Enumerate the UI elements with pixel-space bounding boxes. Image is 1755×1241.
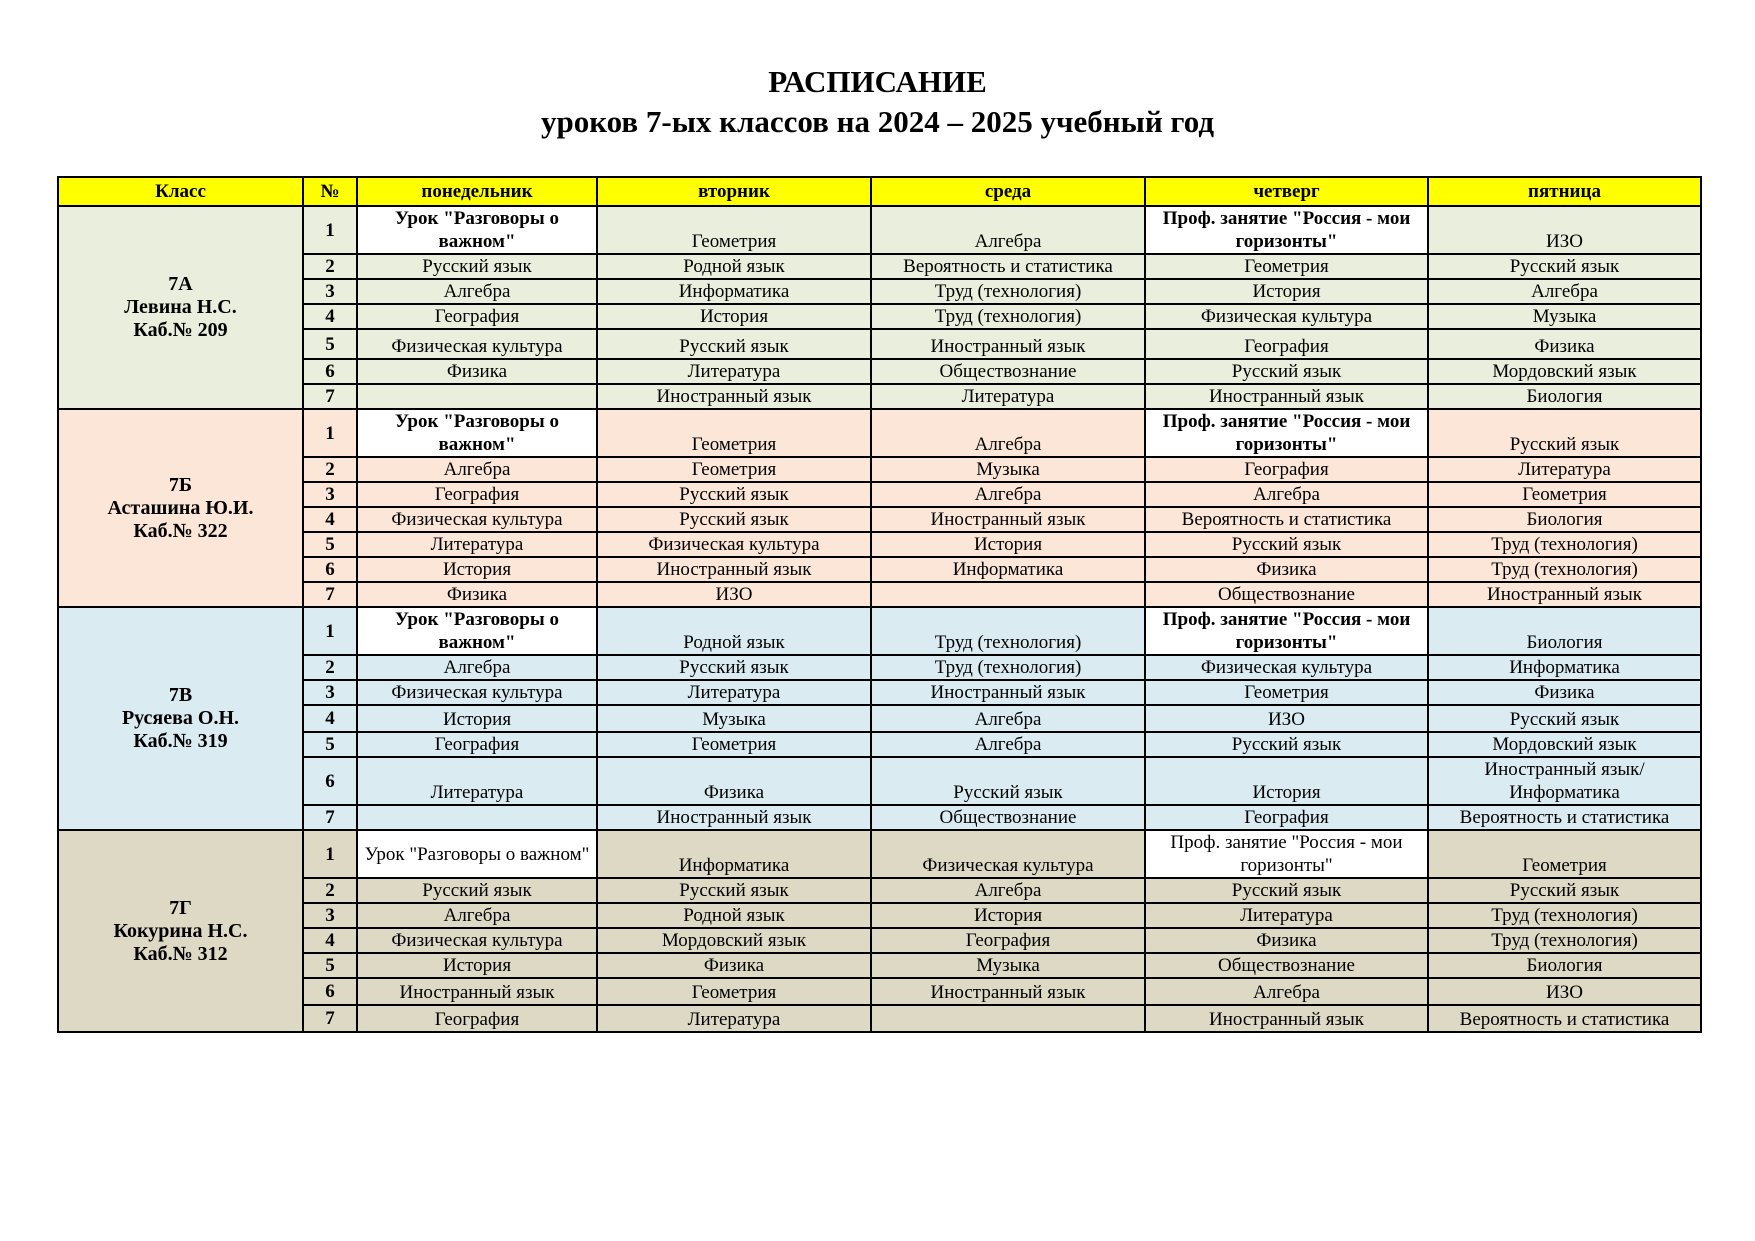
lesson-number: 6 [303, 557, 357, 582]
table-row [58, 457, 1701, 482]
lesson-cell: Алгебра [871, 409, 1145, 457]
header-friday: пятница [1428, 177, 1701, 206]
lesson-number: 7 [303, 805, 357, 830]
lesson-cell: Вероятность и статистика [1145, 507, 1428, 532]
lesson-cell: Алгебра [1145, 978, 1428, 1005]
document-title [0, 62, 1755, 142]
lesson-cell: Проф. занятие "Россия - мои горизонты" [1145, 409, 1428, 457]
lesson-cell: Литература [1428, 457, 1701, 482]
header-thursday: четверг [1145, 177, 1428, 206]
lesson-cell: Иностранный язык [871, 680, 1145, 705]
lesson-cell: Проф. занятие "Россия - мои горизонты" [1145, 607, 1428, 655]
lesson-cell: Геометрия [1428, 482, 1701, 507]
lesson-cell: Физика [597, 953, 871, 978]
lesson-cell: Биология [1428, 507, 1701, 532]
class-teacher: Русяева О.Н. [121, 707, 240, 729]
lesson-cell: Труд (технология) [871, 607, 1145, 655]
class-room: Каб.№ 209 [133, 319, 228, 341]
lesson-cell: Русский язык [597, 482, 871, 507]
lesson-cell: Иностранный язык [871, 978, 1145, 1005]
lesson-cell: Геометрия [1145, 680, 1428, 705]
header-row [58, 177, 1701, 206]
lesson-cell: Музыка [871, 457, 1145, 482]
lesson-cell: Алгебра [871, 206, 1145, 254]
table-row [58, 953, 1701, 978]
lesson-cell: Русский язык [357, 878, 597, 903]
lesson-number: 7 [303, 1005, 357, 1032]
lesson-cell: Алгебра [357, 655, 597, 680]
class-teacher: Асташина Ю.И. [107, 496, 254, 519]
lesson-cell [357, 384, 597, 409]
lesson-cell: География [1145, 457, 1428, 482]
class-cell [58, 206, 303, 409]
lesson-cell: Иностранный язык [357, 978, 597, 1005]
lesson-cell: Обществознание [1145, 953, 1428, 978]
schedule-table [57, 176, 1702, 1033]
lesson-number: 4 [303, 304, 357, 329]
lesson-cell: Обществознание [871, 805, 1145, 830]
table-row [58, 978, 1701, 1005]
lesson-cell: Русский язык [1428, 409, 1701, 457]
lesson-cell: История [871, 903, 1145, 928]
lesson-cell: Алгебра [1145, 482, 1428, 507]
lesson-cell: Литература [1145, 903, 1428, 928]
lesson-number: 4 [303, 507, 357, 532]
lesson-cell: Биология [1428, 384, 1701, 409]
lesson-number: 6 [303, 757, 357, 805]
lesson-number: 2 [303, 878, 357, 903]
lesson-cell: Физическая культура [1145, 304, 1428, 329]
lesson-cell: Информатика [871, 557, 1145, 582]
lesson-cell: Вероятность и статистика [1428, 1005, 1701, 1032]
lesson-cell: Алгебра [871, 878, 1145, 903]
lesson-cell [871, 582, 1145, 607]
lesson-cell [357, 805, 597, 830]
table-row [58, 680, 1701, 705]
lesson-cell: Иностранный язык [597, 805, 871, 830]
lesson-number: 2 [303, 254, 357, 279]
lesson-cell: Литература [597, 359, 871, 384]
table-row [58, 254, 1701, 279]
lesson-cell: Информатика [597, 830, 871, 878]
lesson-cell: Родной язык [597, 254, 871, 279]
lesson-cell: Иностранный язык [597, 384, 871, 409]
table-row [58, 655, 1701, 680]
lesson-cell: История [357, 705, 597, 732]
lesson-cell: Труд (технология) [871, 655, 1145, 680]
table-row [58, 329, 1701, 359]
lesson-cell: Биология [1428, 607, 1701, 655]
lesson-cell: Русский язык [597, 507, 871, 532]
lesson-cell: Алгебра [871, 705, 1145, 732]
lesson-cell: Литература [357, 757, 597, 805]
lesson-cell [871, 1005, 1145, 1032]
table-row [58, 409, 1701, 457]
lesson-cell: Алгебра [871, 732, 1145, 757]
class-cell [58, 409, 303, 607]
header-class: Класс [58, 177, 303, 206]
lesson-cell: Урок "Разговоры о важном" [357, 206, 597, 254]
lesson-cell: Труд (технология) [1428, 532, 1701, 557]
table-row [58, 279, 1701, 304]
lesson-cell: Иностранный язык [1145, 384, 1428, 409]
table-row [58, 359, 1701, 384]
lesson-cell: ИЗО [1145, 705, 1428, 732]
table-row [58, 878, 1701, 903]
lesson-cell: Русский язык [1428, 705, 1701, 732]
lesson-cell: Музыка [597, 705, 871, 732]
lesson-cell: Физическая культура [871, 830, 1145, 878]
lesson-cell: Русский язык [1428, 254, 1701, 279]
lesson-cell: Иностранный язык/ Информатика [1428, 757, 1701, 805]
class-room: Каб.№ 322 [133, 519, 228, 542]
lesson-number: 1 [303, 409, 357, 457]
lesson-cell: История [357, 557, 597, 582]
lesson-number: 1 [303, 607, 357, 655]
table-row [58, 903, 1701, 928]
lesson-cell: Геометрия [597, 978, 871, 1005]
table-row [58, 582, 1701, 607]
lesson-cell: ИЗО [1428, 978, 1701, 1005]
lesson-cell: Геометрия [597, 409, 871, 457]
lesson-cell: Обществознание [871, 359, 1145, 384]
lesson-cell: Русский язык [1145, 532, 1428, 557]
lesson-cell: Физическая культура [597, 532, 871, 557]
lesson-number: 5 [303, 732, 357, 757]
lesson-cell: Физическая культура [357, 507, 597, 532]
table-row [58, 830, 1701, 878]
lesson-cell: Физика [1145, 928, 1428, 953]
table-row [58, 928, 1701, 953]
lesson-cell: Физика [1428, 329, 1701, 359]
lesson-cell: ИЗО [597, 582, 871, 607]
lesson-cell: Физика [357, 359, 597, 384]
lesson-cell: Алгебра [357, 903, 597, 928]
lesson-cell: Вероятность и статистика [1428, 805, 1701, 830]
lesson-number: 4 [303, 705, 357, 732]
class-cell [58, 830, 303, 1032]
lesson-cell: Русский язык [597, 655, 871, 680]
class-room: Каб.№ 319 [133, 730, 228, 752]
lesson-cell: Русский язык [357, 254, 597, 279]
lesson-cell: История [1145, 757, 1428, 805]
lesson-cell: Проф. занятие "Россия - мои горизонты" [1145, 206, 1428, 254]
lesson-cell: Проф. занятие "Россия - мои горизонты" [1145, 830, 1428, 878]
lesson-cell: Труд (технология) [871, 304, 1145, 329]
lesson-cell: География [871, 928, 1145, 953]
lesson-number: 6 [303, 359, 357, 384]
lesson-cell: Геометрия [1145, 254, 1428, 279]
table-row [58, 757, 1701, 805]
lesson-cell: Русский язык [597, 878, 871, 903]
lesson-cell: Физическая культура [357, 680, 597, 705]
header-tuesday: вторник [597, 177, 871, 206]
lesson-cell: Музыка [871, 953, 1145, 978]
lesson-cell: Иностранный язык [871, 329, 1145, 359]
lesson-number: 5 [303, 953, 357, 978]
lesson-cell: Алгебра [357, 279, 597, 304]
table-row [58, 705, 1701, 732]
lesson-cell: Мордовский язык [1428, 732, 1701, 757]
table-row [58, 304, 1701, 329]
lesson-cell: Физика [357, 582, 597, 607]
header-monday: понедельник [357, 177, 597, 206]
lesson-cell: Урок "Разговоры о важном" [357, 607, 597, 655]
lesson-number: 4 [303, 928, 357, 953]
lesson-cell: Биология [1428, 953, 1701, 978]
lesson-cell: Урок "Разговоры о важном" [357, 830, 597, 878]
lesson-cell: География [357, 304, 597, 329]
table-row [58, 482, 1701, 507]
table-row [58, 206, 1701, 254]
lesson-number: 5 [303, 532, 357, 557]
lesson-cell: Геометрия [1428, 830, 1701, 878]
title-line-1: РАСПИСАНИЕ [768, 64, 987, 99]
lesson-cell: Физика [597, 757, 871, 805]
lesson-number: 7 [303, 384, 357, 409]
table-row [58, 732, 1701, 757]
lesson-cell: Литература [597, 680, 871, 705]
lesson-cell: Вероятность и статистика [871, 254, 1145, 279]
lesson-cell: Русский язык [1145, 359, 1428, 384]
lesson-cell: Геометрия [597, 457, 871, 482]
lesson-cell: История [1145, 279, 1428, 304]
lesson-number: 3 [303, 482, 357, 507]
class-name: 7Б [168, 473, 193, 496]
lesson-cell: География [1145, 329, 1428, 359]
class-room: Каб.№ 312 [133, 942, 228, 965]
table-row [58, 805, 1701, 830]
lesson-cell: Геометрия [597, 732, 871, 757]
lesson-cell: Геометрия [597, 206, 871, 254]
lesson-cell: Музыка [1428, 304, 1701, 329]
lesson-cell: Обществознание [1145, 582, 1428, 607]
lesson-cell: Мордовский язык [597, 928, 871, 953]
lesson-number: 3 [303, 279, 357, 304]
class-cell [58, 607, 303, 830]
lesson-cell: География [357, 732, 597, 757]
class-teacher: Кокурина Н.С. [113, 919, 248, 942]
table-row [58, 1005, 1701, 1032]
lesson-cell: Иностранный язык [597, 557, 871, 582]
lesson-cell: Труд (технология) [1428, 557, 1701, 582]
class-name: 7В [168, 684, 193, 706]
lesson-cell: Иностранный язык [1428, 582, 1701, 607]
lesson-cell: Алгебра [871, 482, 1145, 507]
lesson-number: 3 [303, 903, 357, 928]
lesson-cell: Физическая культура [357, 329, 597, 359]
lesson-cell: Информатика [597, 279, 871, 304]
header-wednesday: среда [871, 177, 1145, 206]
table-row [58, 384, 1701, 409]
lesson-number: 1 [303, 206, 357, 254]
lesson-cell: История [871, 532, 1145, 557]
header-number: № [303, 177, 357, 206]
lesson-number: 6 [303, 978, 357, 1005]
lesson-cell: География [1145, 805, 1428, 830]
lesson-cell: Литература [597, 1005, 871, 1032]
lesson-cell: Труд (технология) [1428, 928, 1701, 953]
lesson-cell: Труд (технология) [1428, 903, 1701, 928]
lesson-cell: Труд (технология) [871, 279, 1145, 304]
lesson-cell: Физическая культура [1145, 655, 1428, 680]
table-row [58, 557, 1701, 582]
lesson-number: 7 [303, 582, 357, 607]
lesson-number: 3 [303, 680, 357, 705]
lesson-cell: Литература [871, 384, 1145, 409]
lesson-cell: Физика [1428, 680, 1701, 705]
table-row [58, 532, 1701, 557]
lesson-cell: История [597, 304, 871, 329]
lesson-cell: Иностранный язык [871, 507, 1145, 532]
lesson-number: 5 [303, 329, 357, 359]
lesson-cell: Алгебра [1428, 279, 1701, 304]
lesson-cell: Физическая культура [357, 928, 597, 953]
lesson-number: 2 [303, 457, 357, 482]
lesson-cell: Русский язык [871, 757, 1145, 805]
lesson-cell: Русский язык [1145, 732, 1428, 757]
table-row [58, 507, 1701, 532]
lesson-cell: Урок "Разговоры о важном" [357, 409, 597, 457]
lesson-number: 2 [303, 655, 357, 680]
lesson-cell: Иностранный язык [1145, 1005, 1428, 1032]
lesson-cell: Родной язык [597, 607, 871, 655]
lesson-cell: География [357, 482, 597, 507]
lesson-cell: Информатика [1428, 655, 1701, 680]
lesson-cell: Литература [357, 532, 597, 557]
title-line-2: уроков 7-ых классов на 2024 – 2025 учебный год [540, 104, 1215, 139]
table-row [58, 607, 1701, 655]
lesson-number: 1 [303, 830, 357, 878]
lesson-cell: Физика [1145, 557, 1428, 582]
class-teacher: Левина Н.С. [124, 296, 237, 318]
lesson-cell: История [357, 953, 597, 978]
lesson-cell: Алгебра [357, 457, 597, 482]
lesson-cell: Мордовский язык [1428, 359, 1701, 384]
lesson-cell: Русский язык [1145, 878, 1428, 903]
class-name: 7А [168, 273, 193, 295]
lesson-cell: География [357, 1005, 597, 1032]
lesson-cell: Родной язык [597, 903, 871, 928]
lesson-cell: Русский язык [597, 329, 871, 359]
class-name: 7Г [169, 896, 192, 919]
lesson-cell: ИЗО [1428, 206, 1701, 254]
lesson-cell: Русский язык [1428, 878, 1701, 903]
